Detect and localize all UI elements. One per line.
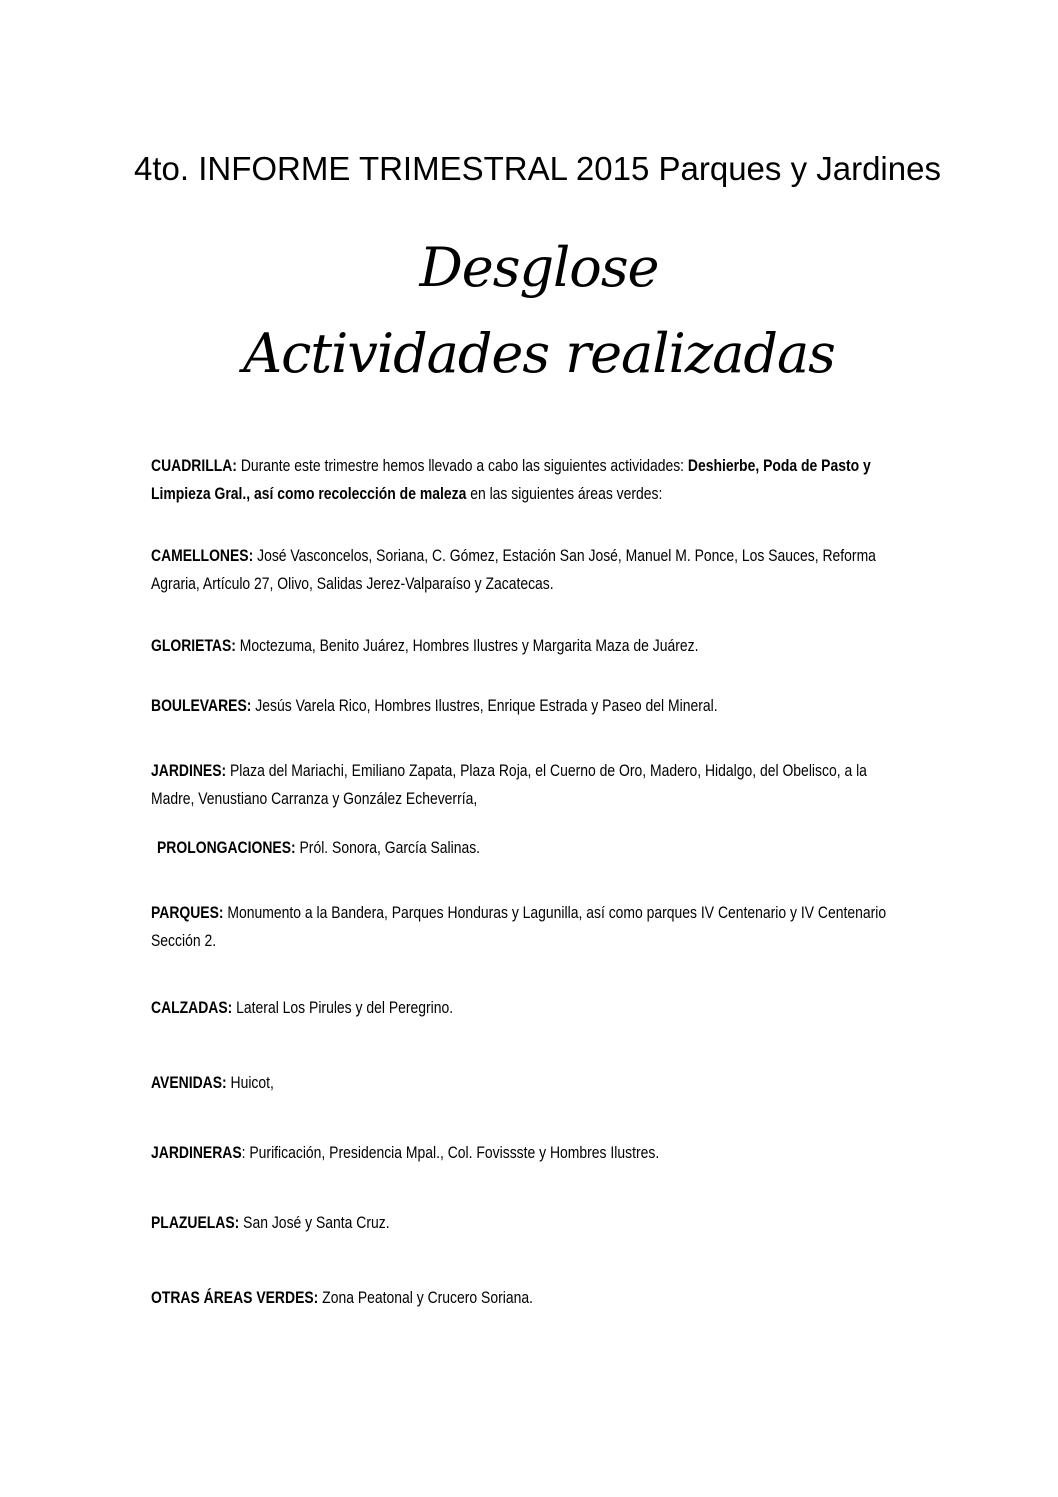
section-parques (151, 899, 914, 955)
section-text: Lateral Los Pirules y del Peregrino. (232, 998, 454, 1017)
section-text: Plaza del Mariachi, Emiliano Zapata, Plaza Roja, el Cuerno de Oro, Madero, Hidalgo, del Obelisco, a la Madre, Venustiano Carranza y González Echeverría, (151, 761, 867, 808)
section-text: San José y Santa Cruz. (239, 1213, 390, 1232)
section-activities: Deshierbe, Poda de Pasto y Limpieza Gral., así como recolección de maleza (151, 456, 871, 503)
section-text: en las siguientes áreas verdes: (466, 484, 663, 503)
section-text: Zona Peatonal y Crucero Soriana. (318, 1288, 533, 1307)
section-label: GLORIETAS: (151, 636, 236, 655)
section-text: Pról. Sonora, García Salinas. (295, 838, 481, 857)
section-label: JARDINERAS (151, 1143, 242, 1162)
section-label: JARDINES: (151, 761, 227, 780)
section-camellones (151, 542, 914, 598)
section-glorietas (151, 632, 914, 660)
section-boulevares (151, 692, 914, 720)
section-label: PROLONGACIONES: (157, 838, 296, 857)
section-text: Huicot, (226, 1073, 274, 1092)
section-text: Durante este trimestre hemos llevado a cabo las siguientes actividades: (236, 456, 688, 475)
heading-desglose: Desglose (419, 236, 659, 299)
section-text: Moctezuma, Benito Juárez, Hombres Ilustres y Margarita Maza de Juárez. (235, 636, 699, 655)
page-title: 4to. INFORME TRIMESTRAL 2015 Parques y Jardines (134, 150, 941, 187)
section-plazuelas (151, 1209, 914, 1237)
section-text: Jesús Varela Rico, Hombres Ilustres, Enrique Estrada y Paseo del Mineral. (251, 696, 718, 715)
section-prolongaciones (157, 834, 920, 862)
section-jardineras (151, 1139, 914, 1167)
section-label: AVENIDAS: (151, 1073, 227, 1092)
section-calzadas (151, 994, 914, 1022)
section-label: CAMELLONES: (151, 546, 254, 565)
section-label: BOULEVARES: (151, 696, 252, 715)
section-label: PLAZUELAS: (151, 1213, 240, 1232)
section-label: CALZADAS: (151, 998, 233, 1017)
section-label: CUADRILLA: (151, 456, 237, 475)
section-cuadrilla (151, 452, 914, 508)
heading-actividades: Actividades realizadas (243, 322, 835, 385)
section-label: PARQUES: (151, 903, 224, 922)
section-text: : Purificación, Presidencia Mpal., Col. Fovissste y Hombres Ilustres. (241, 1143, 660, 1162)
section-otras-areas-verdes (151, 1284, 914, 1312)
section-text: José Vasconcelos, Soriana, C. Gómez, Estación San José, Manuel M. Ponce, Los Sauces, Reforma Agraria, Artículo 27, Olivo, Salidas Jerez-Valparaíso y Zacatecas. (151, 546, 876, 593)
section-jardines (151, 757, 914, 813)
section-text: Monumento a la Bandera, Parques Honduras y Lagunilla, así como parques IV Centenario y IV Centenario Sección 2. (151, 903, 887, 950)
section-avenidas (151, 1069, 914, 1097)
section-label: OTRAS ÁREAS VERDES: (151, 1288, 319, 1307)
